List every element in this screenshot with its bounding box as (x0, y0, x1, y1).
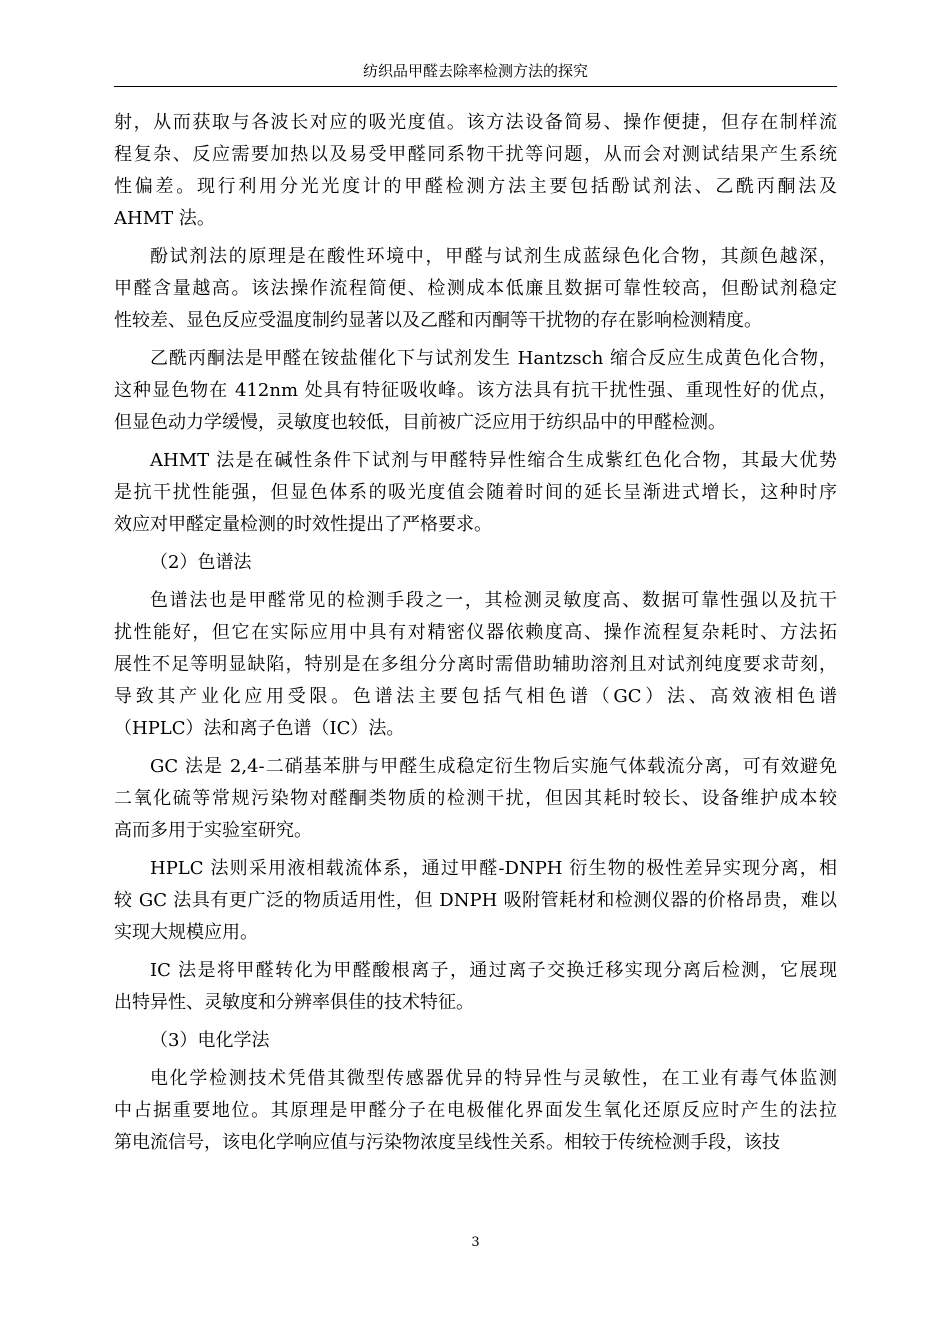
paragraph (114, 107, 837, 235)
paragraph-line: 但显色动力学缓慢，灵敏度也较低，目前被广泛应用于纺织品中的甲醛检测。 (114, 412, 726, 433)
paragraph-line: （HPLC）法和离子色谱（IC）法。 (114, 718, 405, 739)
paragraph-line: 色谱法也是甲醛常见的检测手段之一，其检测灵敏度高、数据可靠性强以及抗干 (150, 590, 837, 611)
paragraph (114, 853, 837, 949)
paragraph-line: 展性不足等明显缺陷，特别是在多组分分离时需借助辅助溶剂且对试剂纯度要求苛刻， (114, 654, 837, 675)
section-heading (114, 1025, 837, 1057)
paragraph-line: 是抗干扰性能强，但显色体系的吸光度值会随着时间的延长呈渐进式增长，这种时序 (114, 482, 837, 503)
heading-text: （3）电化学法 (150, 1030, 270, 1051)
section-heading (114, 547, 837, 579)
paragraph-line: 中占据重要地位。其原理是甲醛分子在电极催化界面发生氧化还原反应时产生的法拉 (114, 1100, 837, 1121)
paragraph-line: 扰性能好，但它在实际应用中具有对精密仪器依赖度高、操作流程复杂耗时、方法拓 (114, 622, 837, 643)
paragraph-line: 酚试剂法的原理是在酸性环境中，甲醛与试剂生成蓝绿色化合物，其颜色越深， (150, 246, 837, 267)
running-header: 纺织品甲醛去除率检测方法的探究 (362, 62, 588, 80)
paragraph-line: 甲醛含量越高。该法操作流程简便、检测成本低廉且数据可靠性较高，但酚试剂稳定 (114, 278, 837, 299)
paragraph-line: 效应对甲醛定量检测的时效性提出了严格要求。 (114, 514, 492, 535)
paragraph (114, 955, 837, 1019)
paragraph (114, 585, 837, 745)
paragraph-line: 较 GC 法具有更广泛的物质适用性，但 DNPH 吸附管耗材和检测仪器的价格昂贵，难以 (114, 890, 837, 911)
paragraph-line: 二氧化硫等常规污染物对醛酮类物质的检测干扰，但因其耗时较长、设备维护成本较 (114, 788, 837, 809)
paragraph-line: 高而多用于实验室研究。 (114, 820, 312, 841)
header-rule (114, 86, 837, 87)
paragraph (114, 1063, 837, 1159)
paragraph (114, 445, 837, 541)
paragraph-line: 导致其产业化应用受限。色谱法主要包括气相色谱（GC）法、高效液相色谱 (114, 686, 837, 707)
paragraph-line: 性较差、显色反应受温度制约显著以及乙醛和丙酮等干扰物的存在影响检测精度。 (114, 310, 762, 331)
paragraph-line: 实现大规模应用。 (114, 922, 258, 943)
paragraph-line: 乙酰丙酮法是甲醛在铵盐催化下与试剂发生 Hantzsch 缩合反应生成黄色化合物， (150, 348, 837, 369)
paragraph-line: 出特异性、灵敏度和分辨率俱佳的技术特征。 (114, 992, 474, 1013)
paragraph-line: 程复杂、反应需要加热以及易受甲醛同系物干扰等问题，从而会对测试结果产生系统 (114, 144, 837, 165)
paragraph-line: 这种显色物在 412nm 处具有特征吸收峰。该方法具有抗干扰性强、重现性好的优点， (114, 380, 837, 401)
paragraph-line: 第电流信号，该电化学响应值与污染物浓度呈线性关系。相较于传统检测手段，该技 (114, 1132, 780, 1153)
document-body (114, 107, 837, 1159)
paragraph-line: 射，从而获取与各波长对应的吸光度值。该方法设备简易、操作便捷，但存在制样流 (114, 112, 837, 133)
page-number: 3 (471, 1235, 480, 1250)
paragraph-line: GC 法是 2,4-二硝基苯肼与甲醛生成稳定衍生物后实施气体载流分离，可有效避免 (150, 756, 837, 777)
paragraph (114, 343, 837, 439)
paragraph-line: 性偏差。现行利用分光光度计的甲醛检测方法主要包括酚试剂法、乙酰丙酮法及 (114, 176, 837, 197)
paragraph-line: AHMT 法。 (114, 208, 215, 229)
paragraph-line: IC 法是将甲醛转化为甲醛酸根离子，通过离子交换迁移实现分离后检测，它展现 (150, 960, 837, 981)
paragraph (114, 241, 837, 337)
paragraph-line: 电化学检测技术凭借其微型传感器优异的特异性与灵敏性，在工业有毒气体监测 (150, 1068, 837, 1089)
paragraph-line: AHMT 法是在碱性条件下试剂与甲醛特异性缩合生成紫红色化合物，其最大优势 (150, 450, 837, 471)
paragraph-line: HPLC 法则采用液相载流体系，通过甲醛-DNPH 衍生物的极性差异实现分离，相 (150, 858, 837, 879)
heading-text: （2）色谱法 (150, 552, 252, 573)
paragraph (114, 751, 837, 847)
